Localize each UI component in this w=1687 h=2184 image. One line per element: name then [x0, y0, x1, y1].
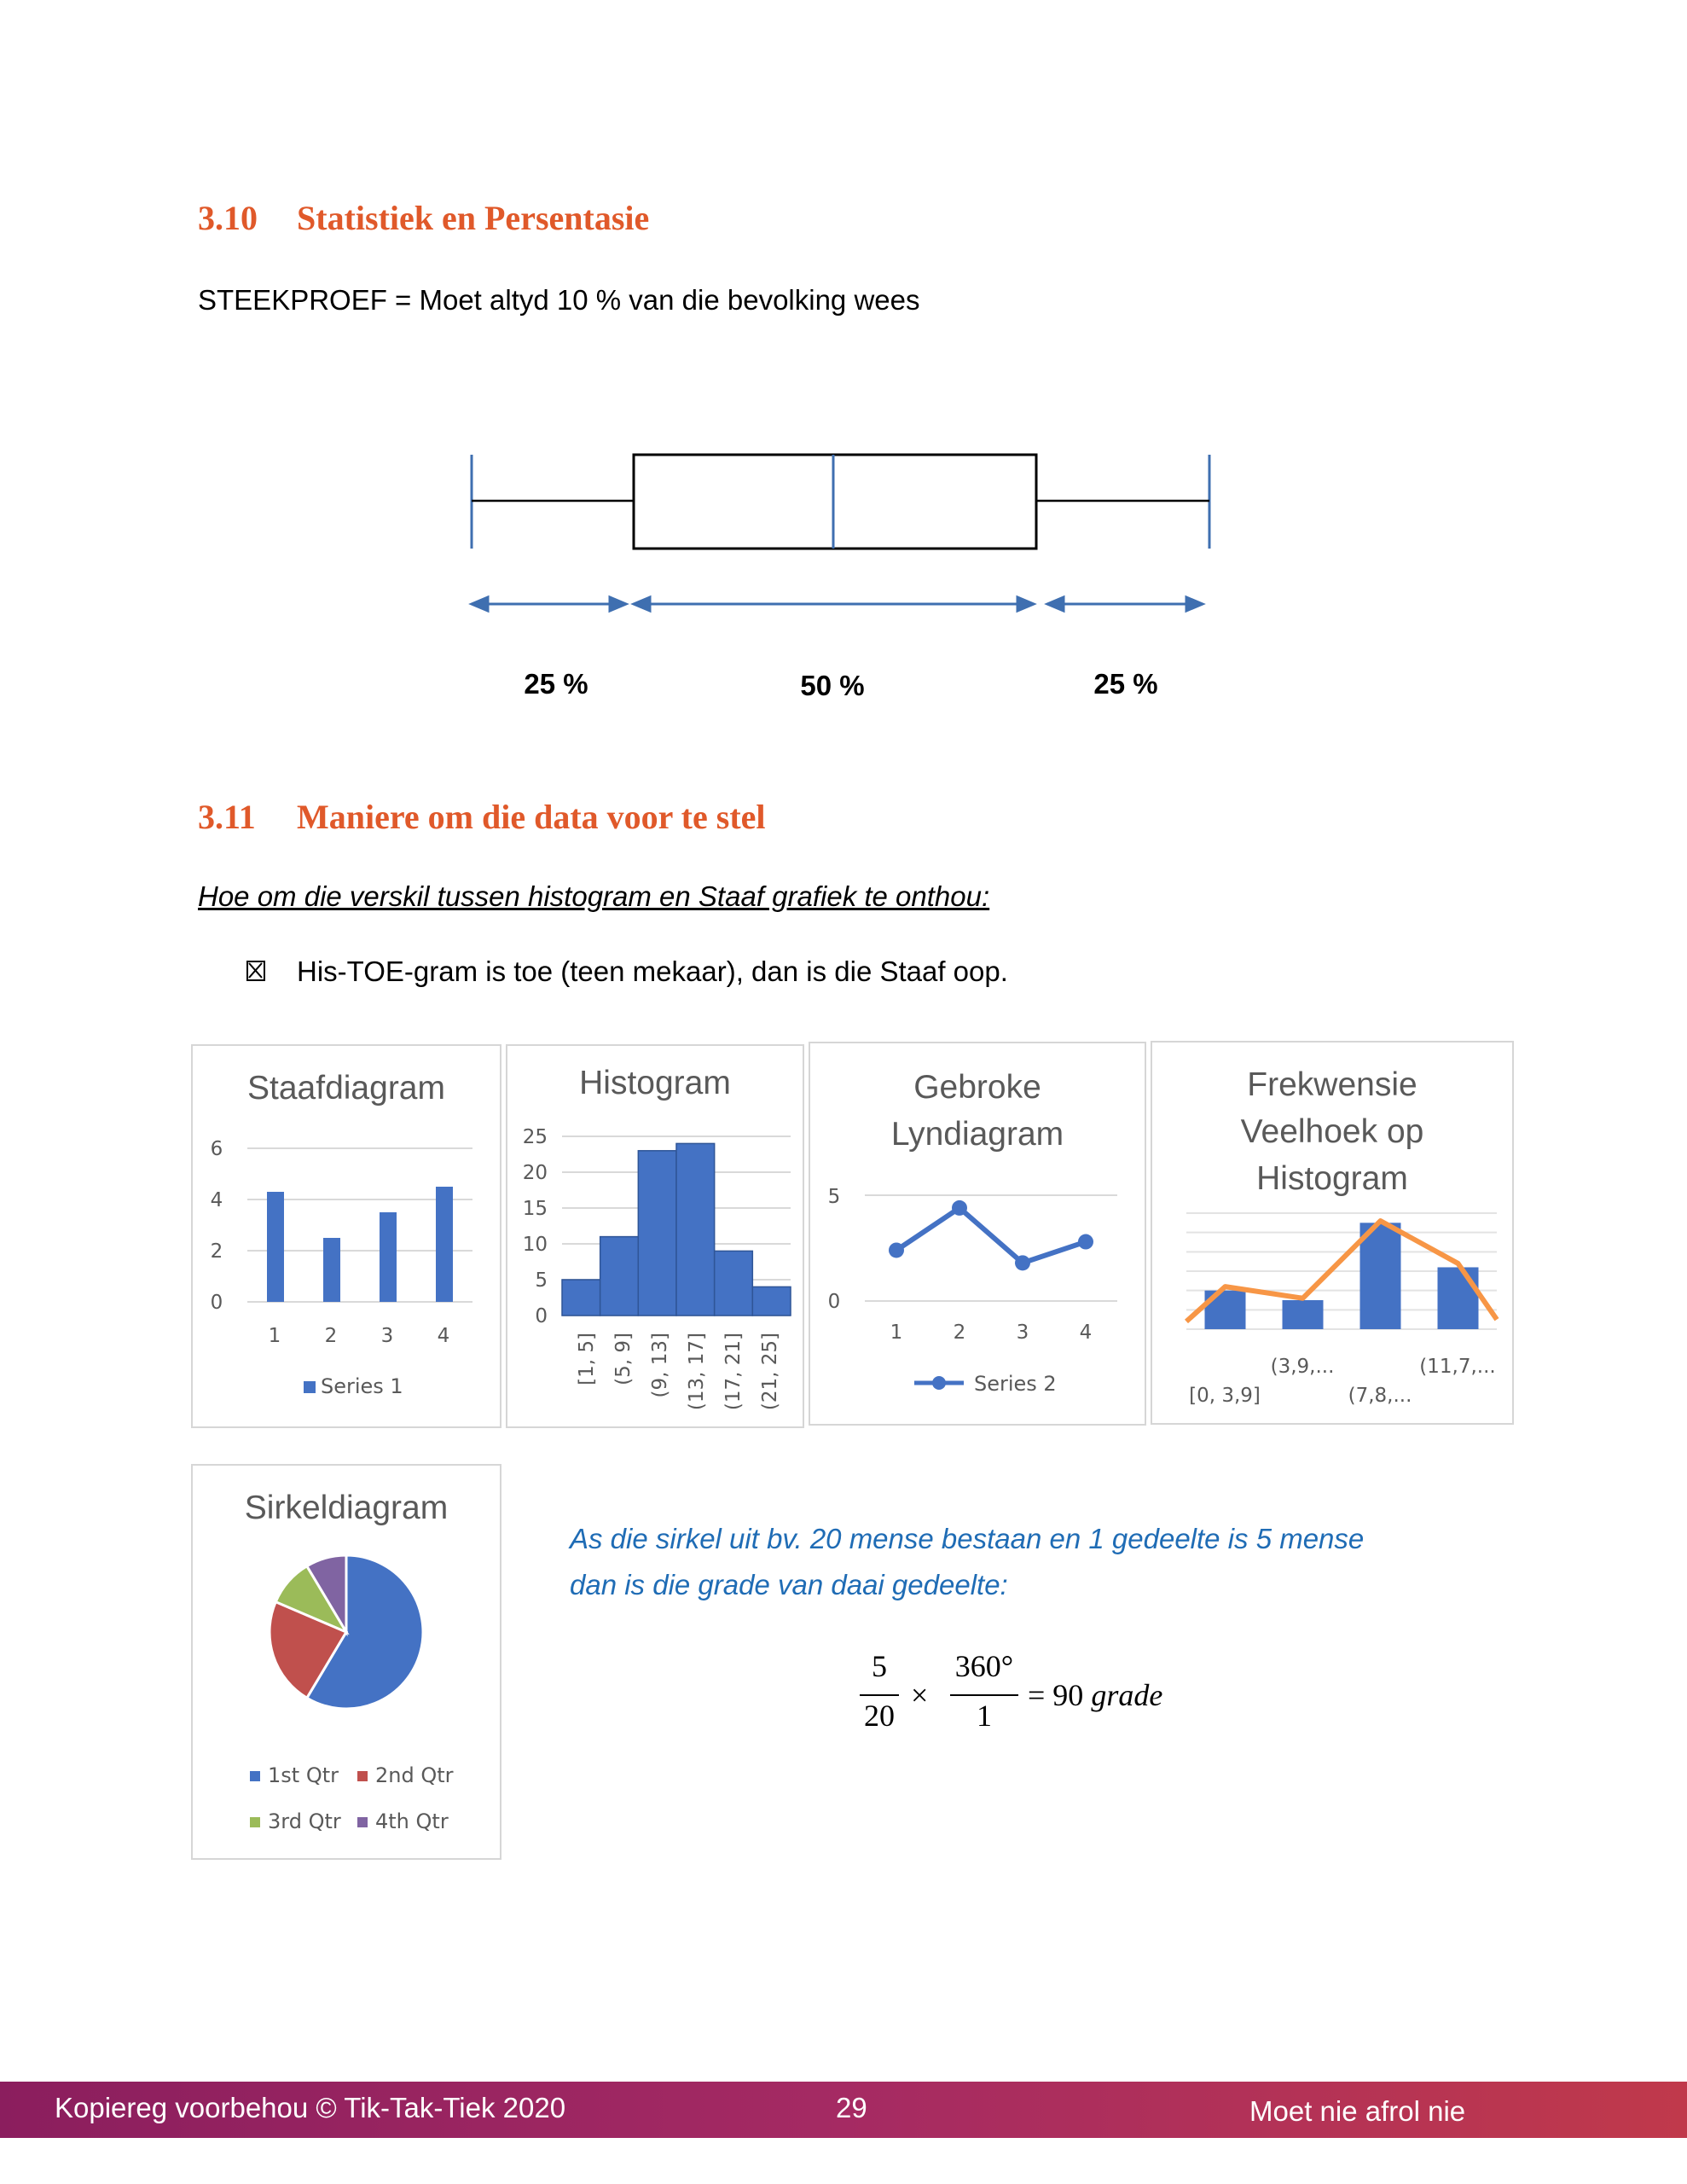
chart-card-histogram: [506, 1044, 804, 1428]
chart-title-line-2: Veelhoek op: [1240, 1113, 1424, 1150]
x-tick-label: (17, 21]: [722, 1333, 745, 1411]
legend-label: Series 1: [321, 1374, 403, 1398]
footer-page-number: 29: [836, 2092, 867, 2123]
y-tick-label: 0: [535, 1305, 548, 1327]
frekwensie-chart: [1152, 1043, 1516, 1426]
x-tick-label: 3: [1016, 1321, 1029, 1344]
chart-title: Sirkeldiagram: [244, 1490, 449, 1526]
chart-title-line-3: Histogram: [1256, 1160, 1408, 1197]
checkbox-icon: [246, 961, 265, 981]
legend-label: 3rd Qtr: [268, 1809, 341, 1833]
legend-label: Series 2: [974, 1372, 1057, 1396]
legend-swatch: [357, 1817, 368, 1827]
legend-swatch: [304, 1381, 316, 1393]
y-tick-label: 0: [210, 1292, 223, 1314]
box-plot: [0, 0, 1687, 768]
fraction-2-denominator: 1: [977, 1699, 992, 1733]
legend-swatch: [357, 1771, 368, 1781]
chart-card-frekwensie: [1151, 1041, 1514, 1425]
y-tick-label: 25: [522, 1126, 548, 1148]
fraction-2-numerator: 360°: [954, 1649, 1014, 1683]
bar: [436, 1187, 453, 1302]
footer: [0, 2082, 1687, 2138]
x-tick-label: 2: [324, 1325, 338, 1347]
y-tick-label: 15: [522, 1198, 548, 1220]
bar: [380, 1212, 397, 1302]
y-tick-label: 6: [210, 1138, 223, 1160]
histogram-bar: [1438, 1267, 1479, 1329]
chart-title-line-1: Frekwensie: [1247, 1066, 1417, 1103]
x-tick-label: (13, 17]: [686, 1333, 708, 1411]
result-unit: grade: [1091, 1678, 1163, 1712]
section-heading-3-11: [198, 797, 766, 837]
note-line-1: As die sirkel uit bv. 20 mense bestaan en 1 gedeelte is 5 mense: [570, 1523, 1365, 1554]
chart-title: Staafdiagram: [247, 1070, 445, 1107]
pct-label-middle: 50 %: [800, 670, 865, 701]
fraction-1-numerator: 5: [872, 1649, 887, 1683]
x-tick-label: 4: [1079, 1321, 1093, 1344]
x-tick-label: (7,8,...: [1348, 1385, 1412, 1407]
chart-title-line-2: Lyndiagram: [890, 1116, 1064, 1153]
histogram-bar: [715, 1251, 753, 1316]
data-point: [889, 1242, 904, 1258]
y-tick-label: 20: [522, 1162, 548, 1184]
box: [634, 455, 1036, 549]
bullet-text: His-TOE-gram is toe (teen mekaar), dan is die Staaf oop.: [297, 956, 1008, 987]
chart-card-lyndiagram: [809, 1042, 1146, 1426]
data-point: [1015, 1255, 1030, 1270]
x-tick-label: (3,9,...: [1270, 1356, 1335, 1378]
y-tick-label: 2: [210, 1240, 223, 1263]
histogram-bar: [1283, 1300, 1324, 1329]
y-tick-label: 4: [210, 1189, 223, 1211]
bar: [267, 1192, 284, 1302]
chart-card-staafdiagram: [191, 1044, 501, 1428]
pct-label-left: 25 %: [524, 668, 588, 700]
section-title: Statistiek en Persentasie: [297, 199, 650, 237]
section-number: 3.10: [198, 199, 258, 237]
x-tick-label: (11,7,...: [1419, 1356, 1496, 1378]
fraction-2-bar: [950, 1694, 1018, 1696]
x-tick-label: 1: [268, 1325, 281, 1347]
formula-result: [1028, 1677, 1162, 1713]
bar: [323, 1238, 340, 1302]
footer-note: Moet nie afrol nie: [1249, 2095, 1466, 2127]
x-tick-label: 3: [380, 1325, 394, 1347]
series-line: [896, 1208, 1086, 1263]
result-value: = 90: [1028, 1678, 1084, 1712]
x-tick-label: [1, 5]: [576, 1333, 598, 1385]
y-tick-label: 10: [522, 1234, 548, 1256]
histogram-chart: [507, 1046, 806, 1430]
histogram-bar: [562, 1280, 600, 1316]
quartile-arrows: [472, 597, 1203, 611]
histogram-bar: [752, 1287, 791, 1316]
y-tick-label: 5: [827, 1186, 841, 1208]
x-tick-label: (9, 13]: [649, 1333, 671, 1398]
legend-marker: [932, 1376, 946, 1390]
footer-copyright: Kopiereg voorbehou © Tik-Tak-Tiek 2020: [55, 2092, 566, 2123]
legend-label: 1st Qtr: [268, 1763, 339, 1787]
x-tick-label: (5, 9]: [612, 1333, 635, 1385]
histogram-bar: [638, 1151, 676, 1316]
sirkeldiagram-chart: [193, 1466, 503, 1862]
section-title: Maniere om die data voor te stel: [297, 798, 766, 836]
steekproef-text: STEEKPROEF = Moet altyd 10 % van die bevolking wees: [198, 284, 920, 316]
x-tick-label: 1: [890, 1321, 903, 1344]
chart-title: Histogram: [579, 1065, 731, 1101]
legend-swatch: [250, 1771, 260, 1781]
subheading: Hoe om die verskil tussen histogram en Staaf grafiek te onthou:: [198, 880, 990, 912]
data-point: [1078, 1234, 1093, 1250]
legend-swatch: [250, 1817, 260, 1827]
y-tick-label: 0: [827, 1291, 841, 1313]
histogram-bar: [676, 1143, 715, 1316]
x-tick-label: 4: [437, 1325, 450, 1347]
data-point: [952, 1200, 967, 1216]
x-tick-label: 2: [953, 1321, 966, 1344]
fraction-1-bar: [860, 1694, 899, 1696]
times-sign: ×: [911, 1678, 929, 1712]
legend-label: 2nd Qtr: [375, 1763, 454, 1787]
fraction-1-denominator: 20: [864, 1699, 895, 1733]
staafdiagram-chart: [193, 1046, 503, 1430]
legend-label: 4th Qtr: [375, 1809, 449, 1833]
y-tick-label: 5: [535, 1269, 548, 1292]
histogram-bar: [600, 1237, 639, 1316]
lyndiagram-chart: [810, 1043, 1148, 1427]
section-number: 3.11: [198, 798, 256, 836]
pct-label-right: 25 %: [1093, 668, 1158, 700]
chart-title-line-1: Gebroke: [913, 1069, 1041, 1106]
note-line-2: dan is die grade van daai gedeelte:: [570, 1569, 1008, 1600]
x-tick-label: [0, 3,9]: [1189, 1385, 1261, 1407]
chart-card-sirkeldiagram: [191, 1464, 501, 1860]
x-tick-label: (21, 25]: [759, 1333, 781, 1411]
